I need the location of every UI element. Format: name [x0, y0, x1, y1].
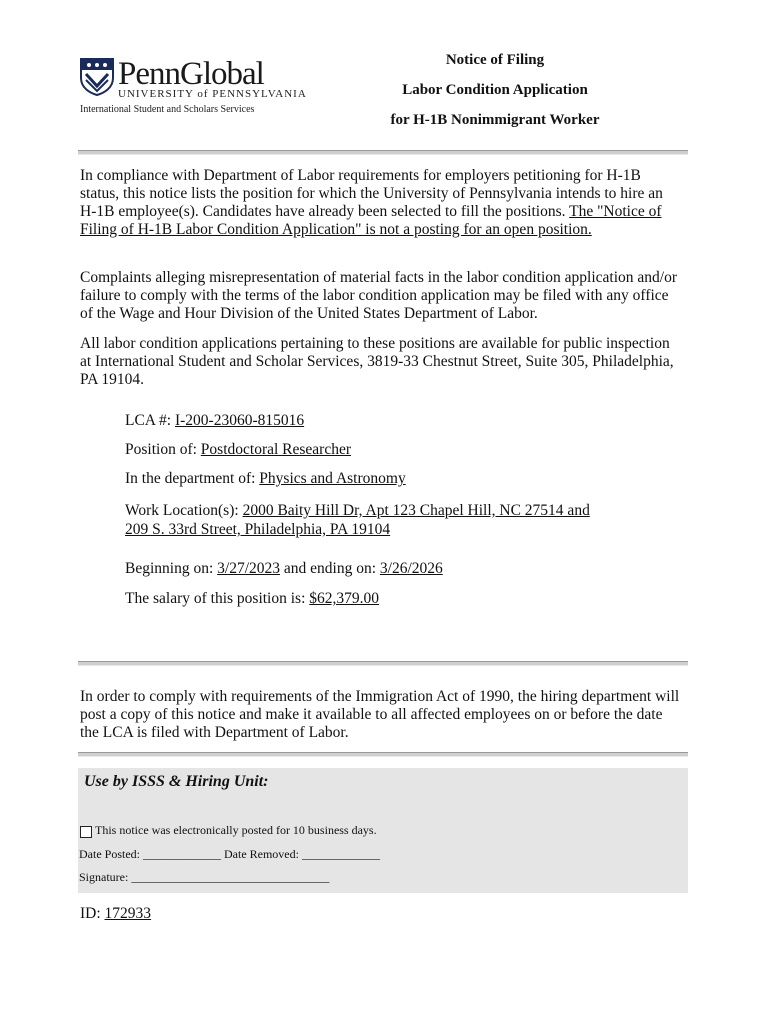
signature-line: Signature: _________________________________ [79, 870, 330, 884]
position-label: Position of: [125, 441, 201, 458]
divider-middle [78, 661, 688, 666]
work-location-field [125, 501, 590, 539]
title-line-1: Notice of Filing [445, 52, 545, 68]
paragraph-compliance-text: In compliance with Department of Labor requirements for employers petitioning for H-1B status, this notice lists the position for which the University of Pennsylvania intends to hire an H-1B employee(s). Candidates have already been selected to fill the positions. [80, 167, 663, 220]
paragraph-inspection: All labor condition applications pertaining to these positions are available for public inspection at International Student and Scholar Services, 3819-33 Chestnut Street, Suite 305, Philadelphia, PA 19104. [80, 335, 674, 388]
divider-top [78, 150, 688, 155]
id-label: ID: [80, 905, 105, 922]
position-value: Postdoctoral Researcher [200, 441, 352, 458]
department-label: In the department of: [125, 470, 260, 487]
posted-checkbox-label: This notice was electronically posted for 10 business days. [95, 823, 377, 837]
logo-university: UNIVERSITY of PENNSYLVANIA [118, 88, 307, 100]
id-value: 172933 [104, 905, 152, 922]
paragraph-compliance [80, 167, 680, 239]
logo-subtitle: International Student and Scholars Services [80, 104, 255, 115]
location-label: Work Location(s): [125, 502, 243, 519]
title-line-3: for H-1B Nonimmigrant Worker [390, 112, 600, 128]
isss-hiring-unit-box [78, 768, 688, 893]
isss-box-heading: Use by ISSS & Hiring Unit: [84, 773, 269, 790]
posting-disclaimer: The "Notice of Filing of H-1B Labor Condition Application" is not a posting for an open position. [80, 203, 662, 238]
date-range-field [125, 559, 443, 578]
lca-number-field [125, 411, 304, 430]
department-field [125, 469, 406, 488]
ending-value: 3/26/2026 [379, 560, 443, 577]
divider-bottom [78, 752, 688, 757]
paragraph-complaints: Complaints alleging misrepresentation of material facts in the labor condition application and/or failure to comply with the terms of the labor condition application may be filed with any office of the Wage and Hour Division of the United States Department of Labor. [80, 269, 678, 322]
lca-value: I-200-23060-815016 [174, 412, 305, 429]
location-value-1: 2000 Baity Hill Dr, Apt 123 Chapel Hill, NC 27514 and [242, 502, 590, 519]
logo-wordmark: PennGlobal [118, 56, 264, 92]
salary-value: $62,379.00 [309, 590, 380, 607]
posted-checkbox[interactable] [80, 826, 92, 838]
paragraph-immigration-act: In order to comply with requirements of the Immigration Act of 1990, the hiring department will post a copy of this notice and make it available to all affected employees on or before the date the LCA is filed with Department of Labor. [80, 688, 680, 741]
penn-shield-icon [80, 58, 114, 96]
title-line-2: Labor Condition Application [402, 82, 588, 98]
position-field [125, 440, 351, 459]
beginning-label: Beginning on: [125, 560, 218, 577]
salary-label: The salary of this position is: [125, 590, 310, 607]
document-id [80, 905, 151, 923]
date-posted-line: Date Posted: _____________ Date Removed: _____________ [79, 847, 380, 861]
location-value-2: 209 S. 33rd Street, Philadelphia, PA 19104 [125, 521, 391, 538]
lca-label: LCA #: [125, 412, 175, 429]
salary-field [125, 589, 379, 608]
department-value: Physics and Astronomy [259, 470, 406, 487]
ending-label: and ending on: [280, 560, 380, 577]
beginning-value: 3/27/2023 [217, 560, 281, 577]
penn-global-logo [80, 56, 307, 116]
